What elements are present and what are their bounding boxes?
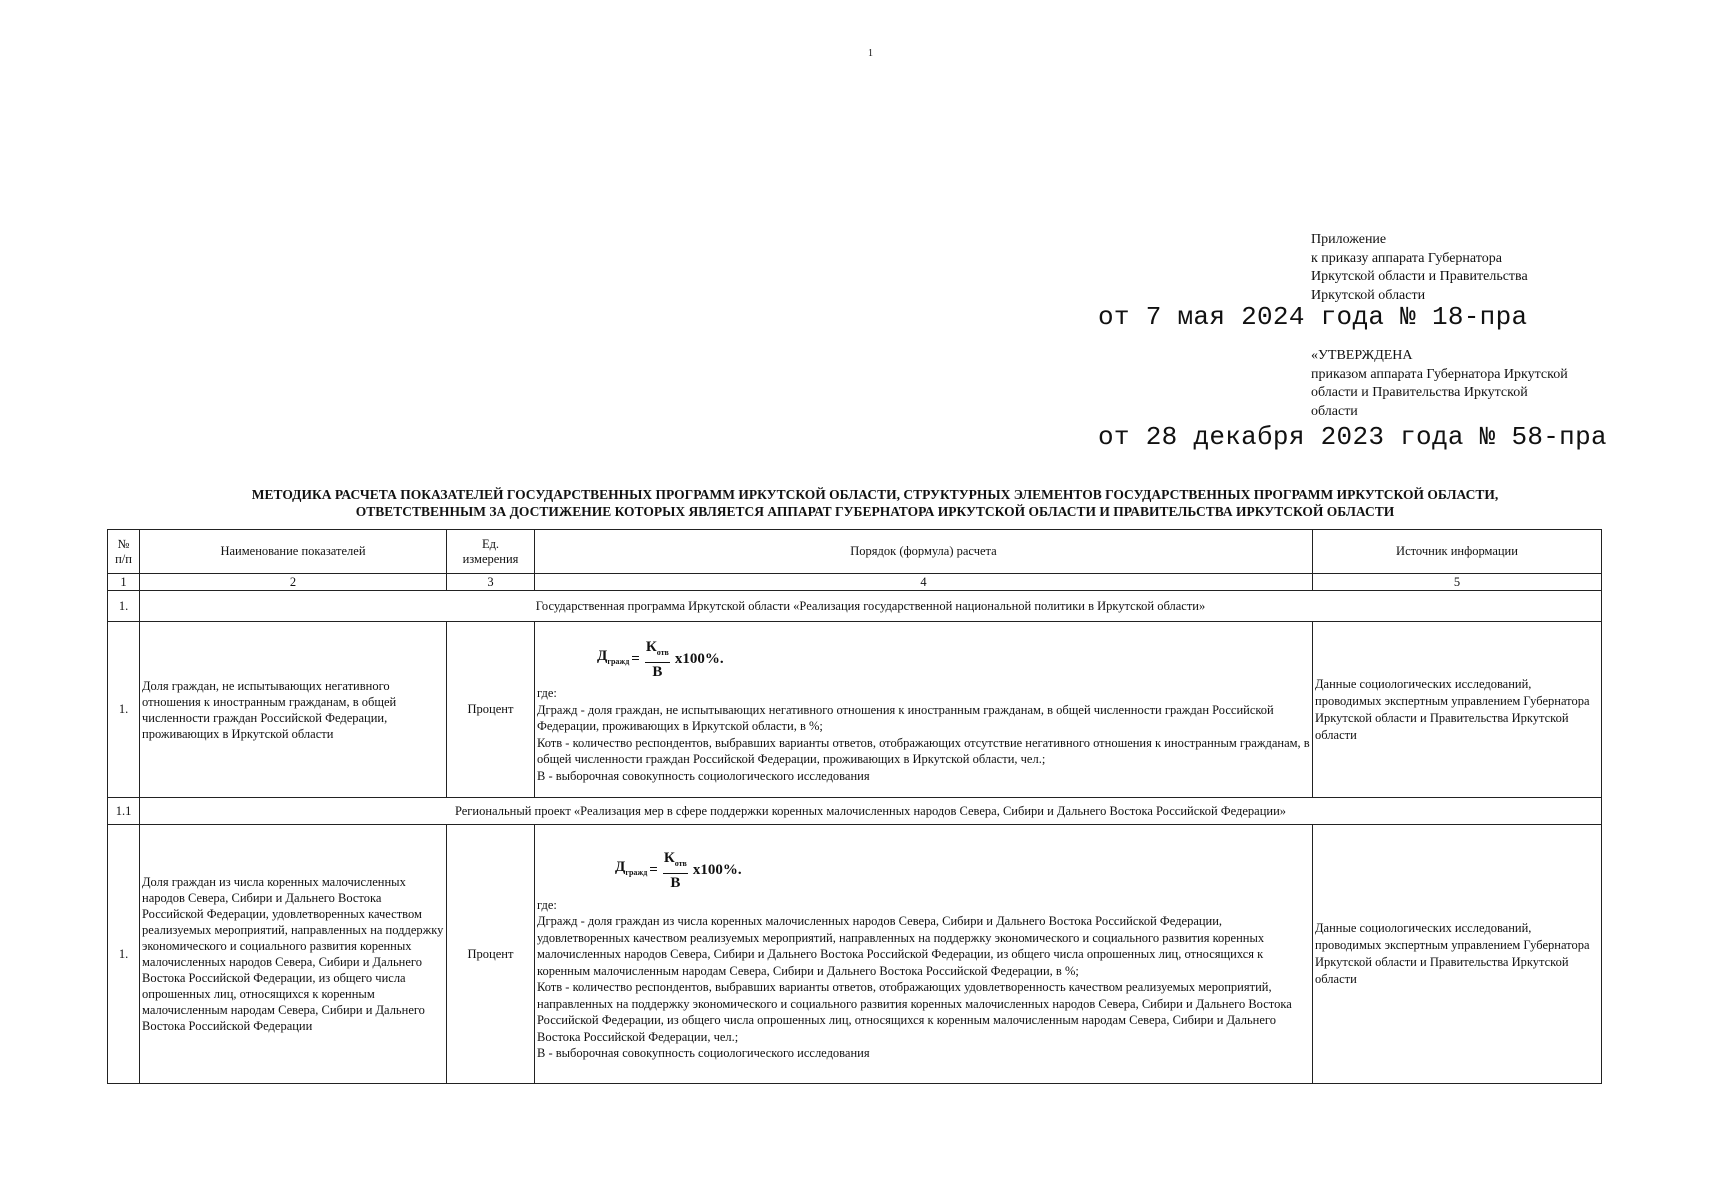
header-name: Наименование показателей (140, 530, 447, 574)
formula-lhs (597, 648, 629, 671)
section-row (108, 591, 1602, 622)
appendix-line: Приложение (1311, 232, 1387, 247)
appendix-line: к приказу аппарата Губернатора (1311, 250, 1502, 266)
indicator-number: 1. (108, 825, 140, 1084)
approved-line: «УТВЕРЖДЕНА (1311, 348, 1413, 363)
table-header-row (108, 530, 1602, 574)
formula-numerator (663, 849, 688, 874)
header-source: Источник информации (1313, 530, 1602, 574)
formula-explanation-line: В - выборочная совокупность социологического исследования (537, 1046, 870, 1060)
formula-denominator: В (670, 875, 681, 891)
header-unit-line: измерения (462, 551, 519, 566)
document-title-line: ОТВЕТСТВЕННЫМ ЗА ДОСТИЖЕНИЕ КОТОРЫХ ЯВЛЯЕТСЯ АППАРАТ ГУБЕРНАТОРА ИРКУТСКОЙ ОБЛАСТИ И ПРАВИТЕЛЬСТВА ИРКУТСКОЙ ОБЛАСТИ (355, 504, 1395, 519)
column-number: 3 (447, 574, 535, 591)
section-number: 1. (108, 591, 140, 622)
page-number: 1 (868, 48, 873, 59)
formula-lhs-letter: Д (615, 859, 626, 876)
approved-block (1311, 347, 1611, 421)
column-number-row (108, 574, 1602, 591)
formula (537, 847, 1310, 895)
indicator-source: Данные социологических исследований, проводимых экспертным управлением Губернатора Иркутской области и Правительства Иркутской области (1313, 825, 1602, 1084)
approved-order-date: от 28 декабря 2023 года № 58-пра (1098, 422, 1607, 452)
formula (537, 635, 1310, 683)
formula-explanation-line: Дгражд - доля граждан из числа коренных малочисленных народов Севера, Сибири и Дальнего Востока Российской Федерации, удовлетворенных качеством реализуемых мероприятий, направленных на поддержку экономического и социального развития коренных малочисленных народов Севера, Сибири и Дальнего Востока Российской Федерации, из общего числа опрошенных лиц, относящихся к коренным малочисленным народам Севера, Сибири и Дальнего Востока Российской Федерации, в %; (537, 914, 1265, 978)
indicator-name: Доля граждан из числа коренных малочисленных народов Севера, Сибири и Дальнего Востока Российской Федерации, удовлетворенных качеством реализуемых мероприятий, направленных на поддержку экономического и социального развития коренных малочисленных народов Севера, Сибири и Дальнего Востока Российской Федерации, из общего числа опрошенных лиц, относящихся к коренным малочисленным народам Севера, Сибири и Дальнего Востока Российской Федерации (140, 825, 447, 1084)
appendix-line: Иркутской области и Правительства (1311, 269, 1528, 284)
appendix-block (1311, 231, 1611, 305)
formula-fraction (645, 638, 670, 681)
indicator-name: Доля граждан, не испытывающих негативного отношения к иностранным гражданам, в общей численности граждан Российской Федерации, проживающих в Иркутской области (140, 622, 447, 798)
appendix-line: Иркутской области (1311, 287, 1426, 303)
formula-numerator-subscript: отв (674, 859, 687, 868)
indicator-unit: Процент (447, 825, 535, 1084)
formula-explanation-line: где: (537, 897, 557, 912)
section-row (108, 798, 1602, 825)
appendix-order-date: от 7 мая 2024 года № 18-пра (1098, 302, 1528, 332)
indicator-formula-cell (535, 622, 1313, 798)
column-number: 1 (108, 574, 140, 591)
formula-explanation-line: Котв - количество респондентов, выбравших варианты ответов, отображающих удовлетворенность качеством реализуемых мероприятий, направленных на поддержку экономического и социального развития коренных малочисленных народов Севера, Сибири и Дальнего Востока Российской Федерации, из общего числа опрошенных лиц, относящихся к коренным малочисленным народам Севера, Сибири и Дальнего Востока Российской Федерации, чел.; (537, 980, 1292, 1044)
indicator-row (108, 825, 1602, 1084)
column-number: 5 (1313, 574, 1602, 591)
section-title: Государственная программа Иркутской области «Реализация государственной национальной политики в Иркутской области» (140, 591, 1602, 622)
formula-equals: = (649, 862, 658, 879)
document-title-line: МЕТОДИКА РАСЧЕТА ПОКАЗАТЕЛЕЙ ГОСУДАРСТВЕННЫХ ПРОГРАММ ИРКУТСКОЙ ОБЛАСТИ, СТРУКТУРНЫХ ЭЛЕМЕНТОВ ГОСУДАРСТВЕННЫХ ПРОГРАММ ИРКУТСКОЙ ОБЛАСТИ, (251, 487, 1499, 502)
header-unit-line: Ед. (481, 536, 500, 551)
column-number: 4 (535, 574, 1313, 591)
column-number: 2 (140, 574, 447, 591)
header-formula: Порядок (формула) расчета (535, 530, 1313, 574)
approved-line: области (1311, 403, 1358, 419)
formula-fraction (663, 849, 688, 892)
formula-lhs-subscript: гражд (607, 656, 630, 666)
document-title (100, 486, 1650, 520)
section-title: Региональный проект «Реализация мер в сфере поддержки коренных малочисленных народов Севера, Сибири и Дальнего Востока Российской Федерации» (140, 798, 1602, 825)
indicator-formula-cell (535, 825, 1313, 1084)
header-number (108, 530, 140, 574)
header-unit (447, 530, 535, 574)
indicator-row (108, 622, 1602, 798)
formula-explanation-line: Котв - количество респондентов, выбравших варианты ответов, отображающих отсутствие негативного отношения к иностранным гражданам, в общей численности граждан Российской Федерации, проживающих в Иркутской области, чел.; (537, 735, 1310, 766)
formula-numerator-letter: К (663, 850, 675, 866)
formula-lhs-subscript: гражд (625, 868, 648, 878)
formula-numerator-subscript: отв (656, 647, 669, 657)
approved-line: области и Правительства Иркутской (1311, 385, 1528, 400)
section-number: 1.1 (108, 798, 140, 825)
formula-lhs-letter: Д (597, 647, 608, 664)
header-number-line: № (117, 536, 130, 551)
formula-multiplier: х100%. (674, 650, 724, 667)
indicator-unit: Процент (447, 622, 535, 798)
formula-lhs (615, 859, 647, 882)
formula-numerator (645, 638, 670, 663)
indicator-source: Данные социологических исследований, проводимых экспертным управлением Губернатора Иркутской области и Правительства Иркутской области (1313, 622, 1602, 798)
formula-equals: = (631, 650, 640, 667)
formula-explanation-line: где: (537, 686, 557, 700)
header-number-line: п/п (115, 551, 132, 566)
indicator-number: 1. (108, 622, 140, 798)
formula-explanation-line: В - выборочная совокупность социологического исследования (537, 768, 870, 783)
methodics-table (107, 529, 1602, 1084)
formula-multiplier: х100%. (692, 862, 742, 879)
formula-numerator-letter: К (645, 638, 657, 655)
approved-line: приказом аппарата Губернатора Иркутской (1311, 366, 1568, 382)
formula-denominator: В (652, 663, 663, 680)
formula-explanation-line: Дгражд - доля граждан, не испытывающих негативного отношения к иностранным гражданам, в общей численности граждан Российской Федерации, проживающих в Иркутской области, в %; (537, 702, 1274, 733)
